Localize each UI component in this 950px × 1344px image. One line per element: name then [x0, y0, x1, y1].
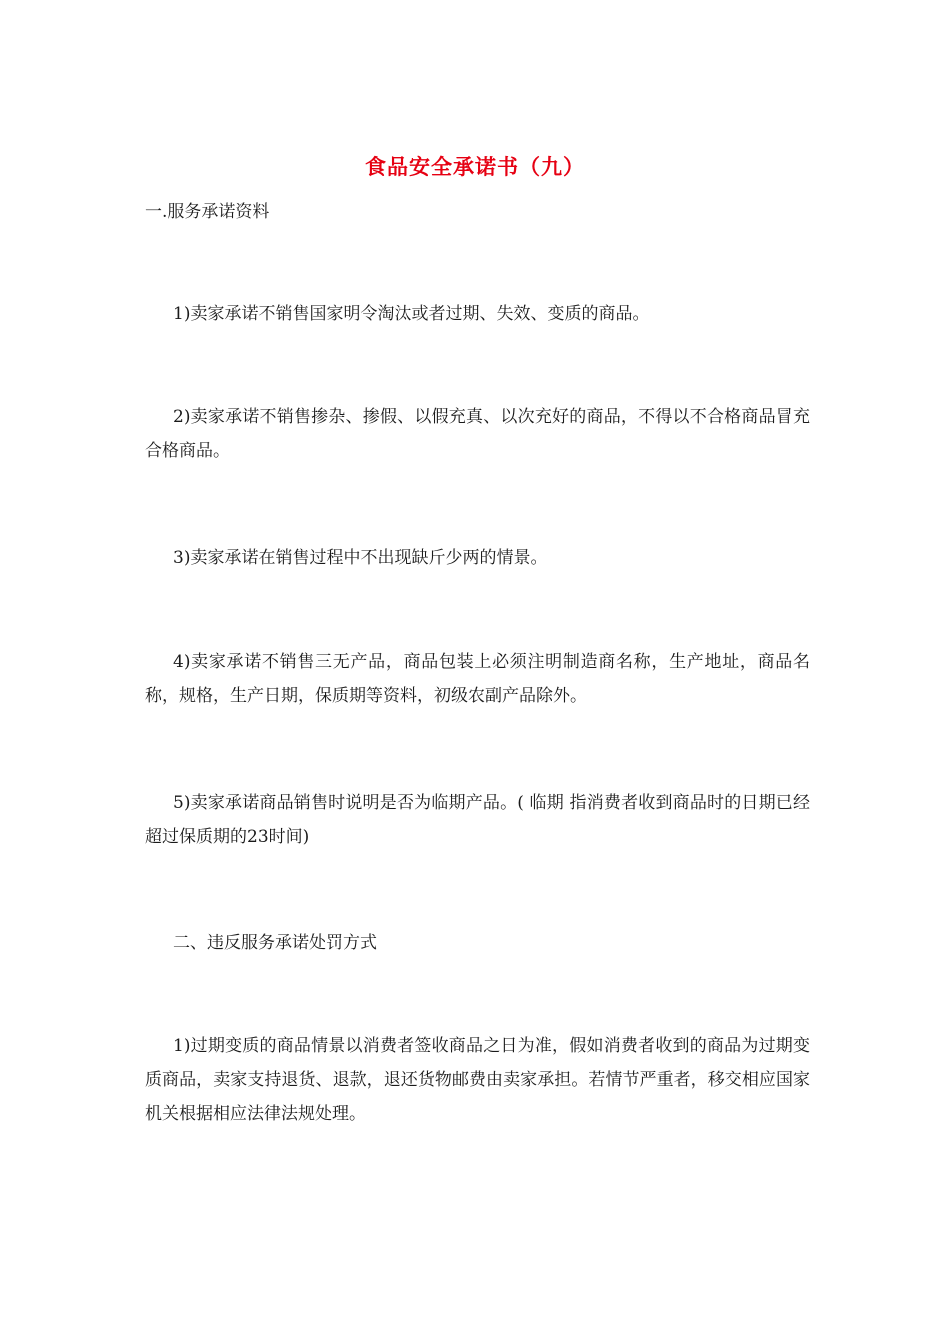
section-1-item-5: 5)卖家承诺商品销售时说明是否为临期产品。( 临期 指消费者收到商品时的日期已经超过保质期的23时间): [145, 793, 810, 847]
section-1-item-2: 2)卖家承诺不销售掺杂、掺假、以假充真、以次充好的商品，不得以不合格商品冒充合格商品。: [145, 407, 810, 461]
document-title: 食品安全承诺书（九）: [365, 154, 585, 179]
section-2-item-1: 1)过期变质的商品情景以消费者签收商品之日为准，假如消费者收到的商品为过期变质商品，卖家支持退货、退款，退还货物邮费由卖家承担。若情节严重者，移交相应国家机关根据相应法律法规处理。: [145, 1036, 810, 1124]
section-2-heading: 二、违反服务承诺处罚方式: [173, 933, 377, 953]
section-1-item-4: 4)卖家承诺不销售三无产品，商品包装上必须注明制造商名称，生产地址，商品名称，规格，生产日期，保质期等资料，初级农副产品除外。: [145, 652, 810, 706]
section-1-item-1: 1)卖家承诺不销售国家明令淘汰或者过期、失效、变质的商品。: [173, 304, 650, 324]
section-1-item-3: 3)卖家承诺在销售过程中不出现缺斤少两的情景。: [173, 548, 548, 568]
section-1-heading: 一.服务承诺资料: [145, 202, 270, 222]
